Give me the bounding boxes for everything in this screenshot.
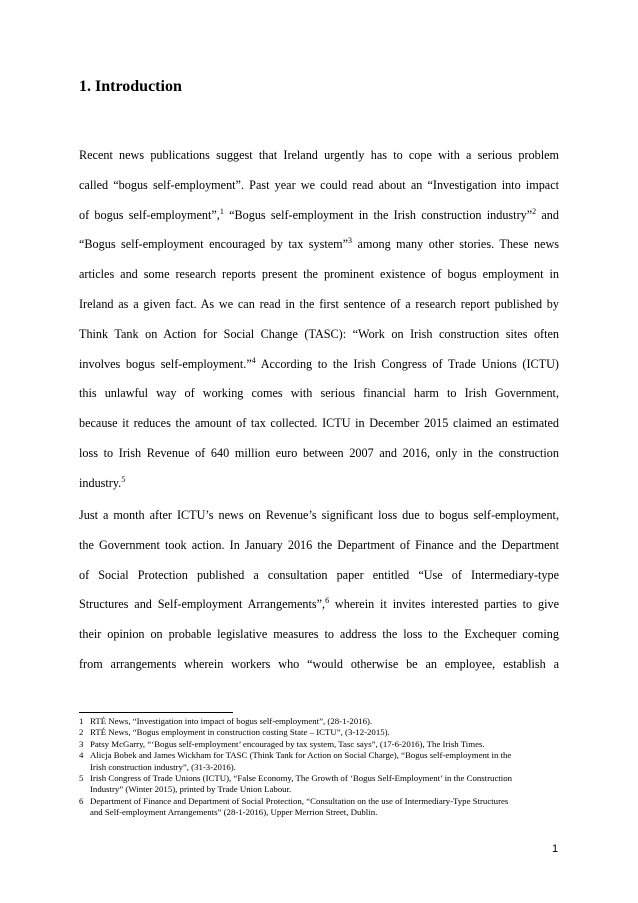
- text-line: [79, 350, 559, 380]
- footnote-number: 6: [79, 795, 84, 806]
- footnote-number: 5: [79, 773, 84, 784]
- footnote-line: [79, 773, 559, 784]
- text-line: [79, 469, 559, 499]
- footnote-ref[interactable]: 2: [532, 206, 537, 216]
- text-line: from arrangements wherein workers who “would otherwise be an employee, establish a: [79, 656, 559, 671]
- footnote-item: [79, 727, 559, 738]
- section-heading: 1. Introduction: [79, 78, 182, 95]
- footnote-line: [79, 750, 559, 761]
- footnote-ref[interactable]: 4: [251, 355, 256, 365]
- text-run: of bogus self-employment”,: [79, 207, 220, 222]
- text-line: because it reduces the amount of tax collected. ICTU in December 2015 claimed an estimated: [79, 416, 559, 431]
- footnote-line: [79, 716, 559, 727]
- footnote-text: Department of Finance and Department of Social Protection, “Consultation on the use of Intermediary-Type Structures: [90, 795, 509, 806]
- text-run: “Bogus self-employment in the Irish construction industry”: [223, 207, 533, 222]
- footnote-item: [79, 773, 559, 796]
- text-run: industry.: [79, 475, 122, 490]
- footnote-number: 4: [79, 750, 84, 761]
- page-number: 1: [552, 843, 559, 855]
- footnote-text: RTÉ News, “Bogus employment in construction costing State – ICTU”, (3-12-2015).: [90, 727, 390, 738]
- footnote-item: [79, 796, 559, 819]
- text-line: [79, 230, 559, 260]
- footnote-ref[interactable]: 6: [325, 596, 330, 606]
- text-run: According to the Irish Congress of Trade Unions (ICTU): [255, 356, 559, 371]
- footnote-line: [79, 739, 559, 750]
- text-line: Think Tank on Action for Social Change (TASC): “Work on Irish construction sites often: [79, 326, 559, 341]
- footnote-number: 3: [79, 738, 84, 749]
- footnote-item: [79, 750, 559, 773]
- text-line: their opinion on probable legislative measures to address the loss to the Exchequer coming: [79, 627, 559, 642]
- text-line: Ireland as a given fact. As we can read in the first sentence of a research report published by: [79, 296, 559, 311]
- footnote-line: Irish construction industry”, (31-3-2016).: [90, 761, 236, 772]
- footnote-text: RTÉ News, “Investigation into impact of bogus self-employment”, (28-1-2016).: [90, 716, 373, 726]
- footnote-item: [79, 716, 559, 727]
- footnote-line: [79, 796, 559, 807]
- footnotes: [79, 716, 559, 819]
- text-line: of Social Protection published a consultation paper entitled “Use of Intermediary-type: [79, 567, 559, 582]
- text-run: Structures and Self-employment Arrangements”,: [79, 597, 326, 612]
- text-line: Just a month after ICTU’s news on Revenue’s significant loss due to bogus self-employment,: [79, 508, 559, 522]
- footnote-ref[interactable]: 3: [348, 236, 353, 246]
- text-line: Recent news publications suggest that Ireland urgently has to cope with a serious problem: [79, 148, 559, 162]
- text-line: [79, 590, 559, 620]
- footnote-number: 2: [79, 727, 84, 738]
- footnote-line: Industry” (Winter 2015), printed by Trade Union Labour.: [90, 784, 292, 795]
- footnote-number: 1: [79, 716, 84, 726]
- footnote-separator: [79, 712, 233, 713]
- text-line: [79, 201, 559, 231]
- text-line: this unlawful way of working comes with serious financial harm to Irish Government,: [79, 386, 559, 401]
- body-paragraph-2: [79, 501, 559, 680]
- text-line: articles and some research reports present the prominent existence of bogus employment in: [79, 267, 559, 282]
- footnote-text: Irish Congress of Trade Unions (ICTU), “False Economy, The Growth of ‘Bogus Self-Employment’ in the Construction: [90, 773, 513, 784]
- text-line: the Government took action. In January 2016 the Department of Finance and the Department: [79, 537, 559, 552]
- text-run: and: [536, 207, 559, 222]
- footnote-line: and Self-employment Arrangements” (28-1-2016), Upper Merrion Street, Dublin.: [90, 807, 378, 818]
- text-line: loss to Irish Revenue of 640 million euro between 2007 and 2016, only in the construction: [79, 445, 559, 460]
- footnote-text: Patsy McGarry, “‘Bogus self-employment’ encouraged by tax system, Tasc says”, (17-6-2016), The Irish Times.: [90, 738, 485, 749]
- text-run: wherein it invites interested parties to give: [329, 597, 559, 612]
- footnote-ref[interactable]: 5: [121, 474, 126, 484]
- footnote-text: Alicja Bobek and James Wickham for TASC (Think Tank for Action on Social Charge), “Bogus self-employment in the: [90, 750, 512, 761]
- footnote-item: [79, 739, 559, 750]
- footnote-ref[interactable]: 1: [219, 206, 224, 216]
- body-paragraph-1: [79, 141, 559, 499]
- footnote-line: [79, 727, 559, 738]
- text-line: called “bogus self-employment”. Past year we could read about an “Investigation into impact: [79, 177, 559, 192]
- text-run: involves bogus self-employment.”: [79, 356, 252, 371]
- text-run: “Bogus self-employment encouraged by tax system”: [79, 237, 349, 252]
- text-run: among many other stories. These news: [352, 237, 559, 252]
